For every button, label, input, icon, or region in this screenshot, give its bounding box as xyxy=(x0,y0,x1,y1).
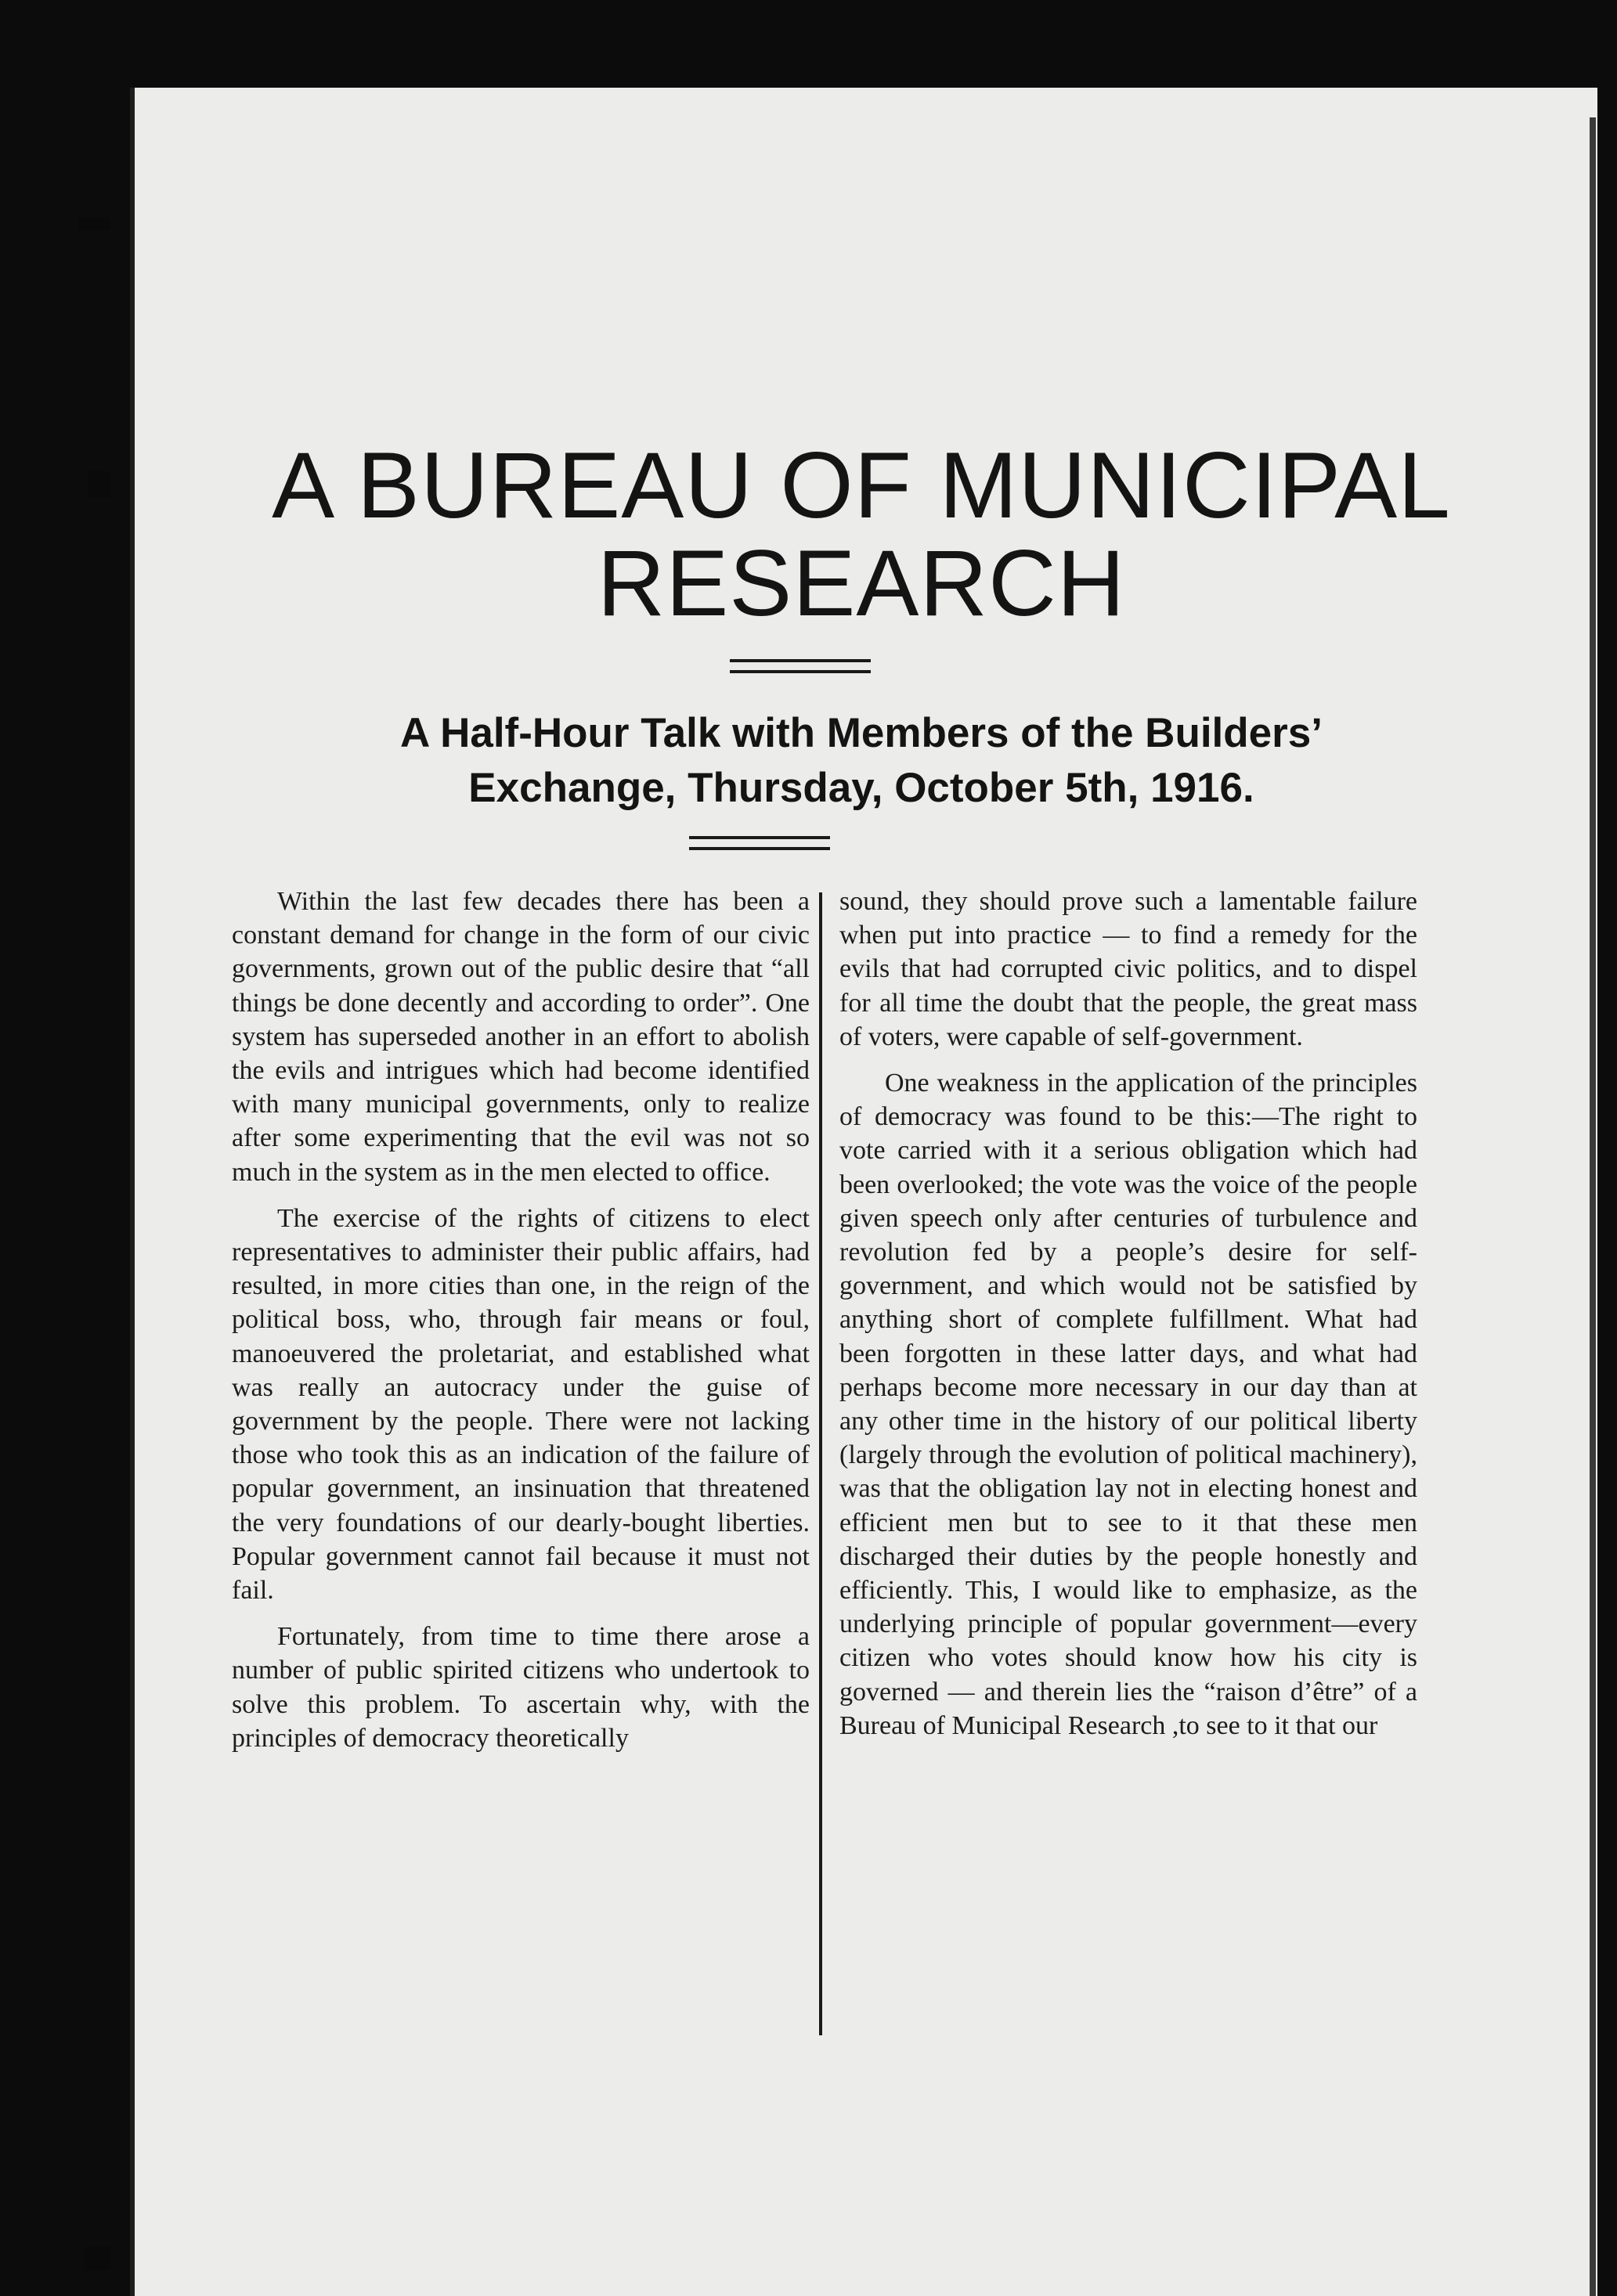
paragraph: Within the last few decades there has been a constant demand for change in the form of our civic governments, grown out of the public desire that “all things be done decently and according to order”. One system has superseded another in an effort to abolish the evils and intrigues which had become identified with many municipal governments, only to realize after some experimenting that the evil was not so much in the system as in the men elected to office. xyxy=(232,887,810,1187)
subtitle-line-2: Exchange, Thursday, October 5th, 1916. xyxy=(468,765,1254,811)
binding-mark-middle xyxy=(88,471,111,498)
document-title-line-2: RESEARCH xyxy=(597,531,1126,636)
article-column-right xyxy=(839,885,1417,1743)
paragraph: One weakness in the application of the principles of democracy was found to be this:—The right to vote carried with it a serious obligation which had been overlooked; the vote was the voice of the people given speech only after centuries of turbulence and revolution fed by a people’s desire for self-government, and which would not be satisfied by anything short of complete fulfillment. What had been forgotten in these latter days, and what had perhaps become more necessary in our day than at any other time in the history of our political liberty (largely through the evolution of political machinery), was that the obligation lay not in electing honest and efficient men but to see to it that these men discharged their duties by the people honestly and efficiently. This, I would like to emphasize, as the underlying principle of popular government—every citizen who votes should know how his city is governed — and therein lies the “raison d’être” of a Bureau of Municipal Research ,to see to it that our xyxy=(839,1069,1417,1740)
document-title-line-1: A BUREAU OF MUNICIPAL xyxy=(272,433,1451,538)
column-divider xyxy=(819,892,822,2035)
binding-mark-bottom xyxy=(85,2247,111,2270)
title-divider xyxy=(730,659,871,673)
binding-mark-top xyxy=(78,218,110,230)
subtitle-line-1: A Half-Hour Talk with Members of the Builders’ xyxy=(400,710,1323,756)
paragraph: The exercise of the rights of citizens to elect representatives to administer their public affairs, had resulted, in more cities than one, in the reign of the political boss, who, through fair means or foul, manoeuvered the proletariat, and established what was really an autocracy under the guise of government by the people. There were not lacking those who took this as an indication of the failure of popular government, an insinuation that threatened the very foundations of our dearly-bought liberties. Popular government cannot fail because it must not fail. xyxy=(232,1203,810,1606)
article-column-left xyxy=(232,885,810,1755)
paragraph: Fortunately, from time to time there arose a number of public spirited citizens who undertook to solve this problem. To ascertain why, with the principles of democracy theoretically xyxy=(232,1622,810,1753)
subtitle-divider xyxy=(689,836,830,850)
paragraph: sound, they should prove such a lamentable failure when put into practice — to find a remedy for the evils that had corrupted civic politics, and to dispel for all time the doubt that the people, the great mass of voters, were capable of self-government. xyxy=(839,887,1417,1051)
